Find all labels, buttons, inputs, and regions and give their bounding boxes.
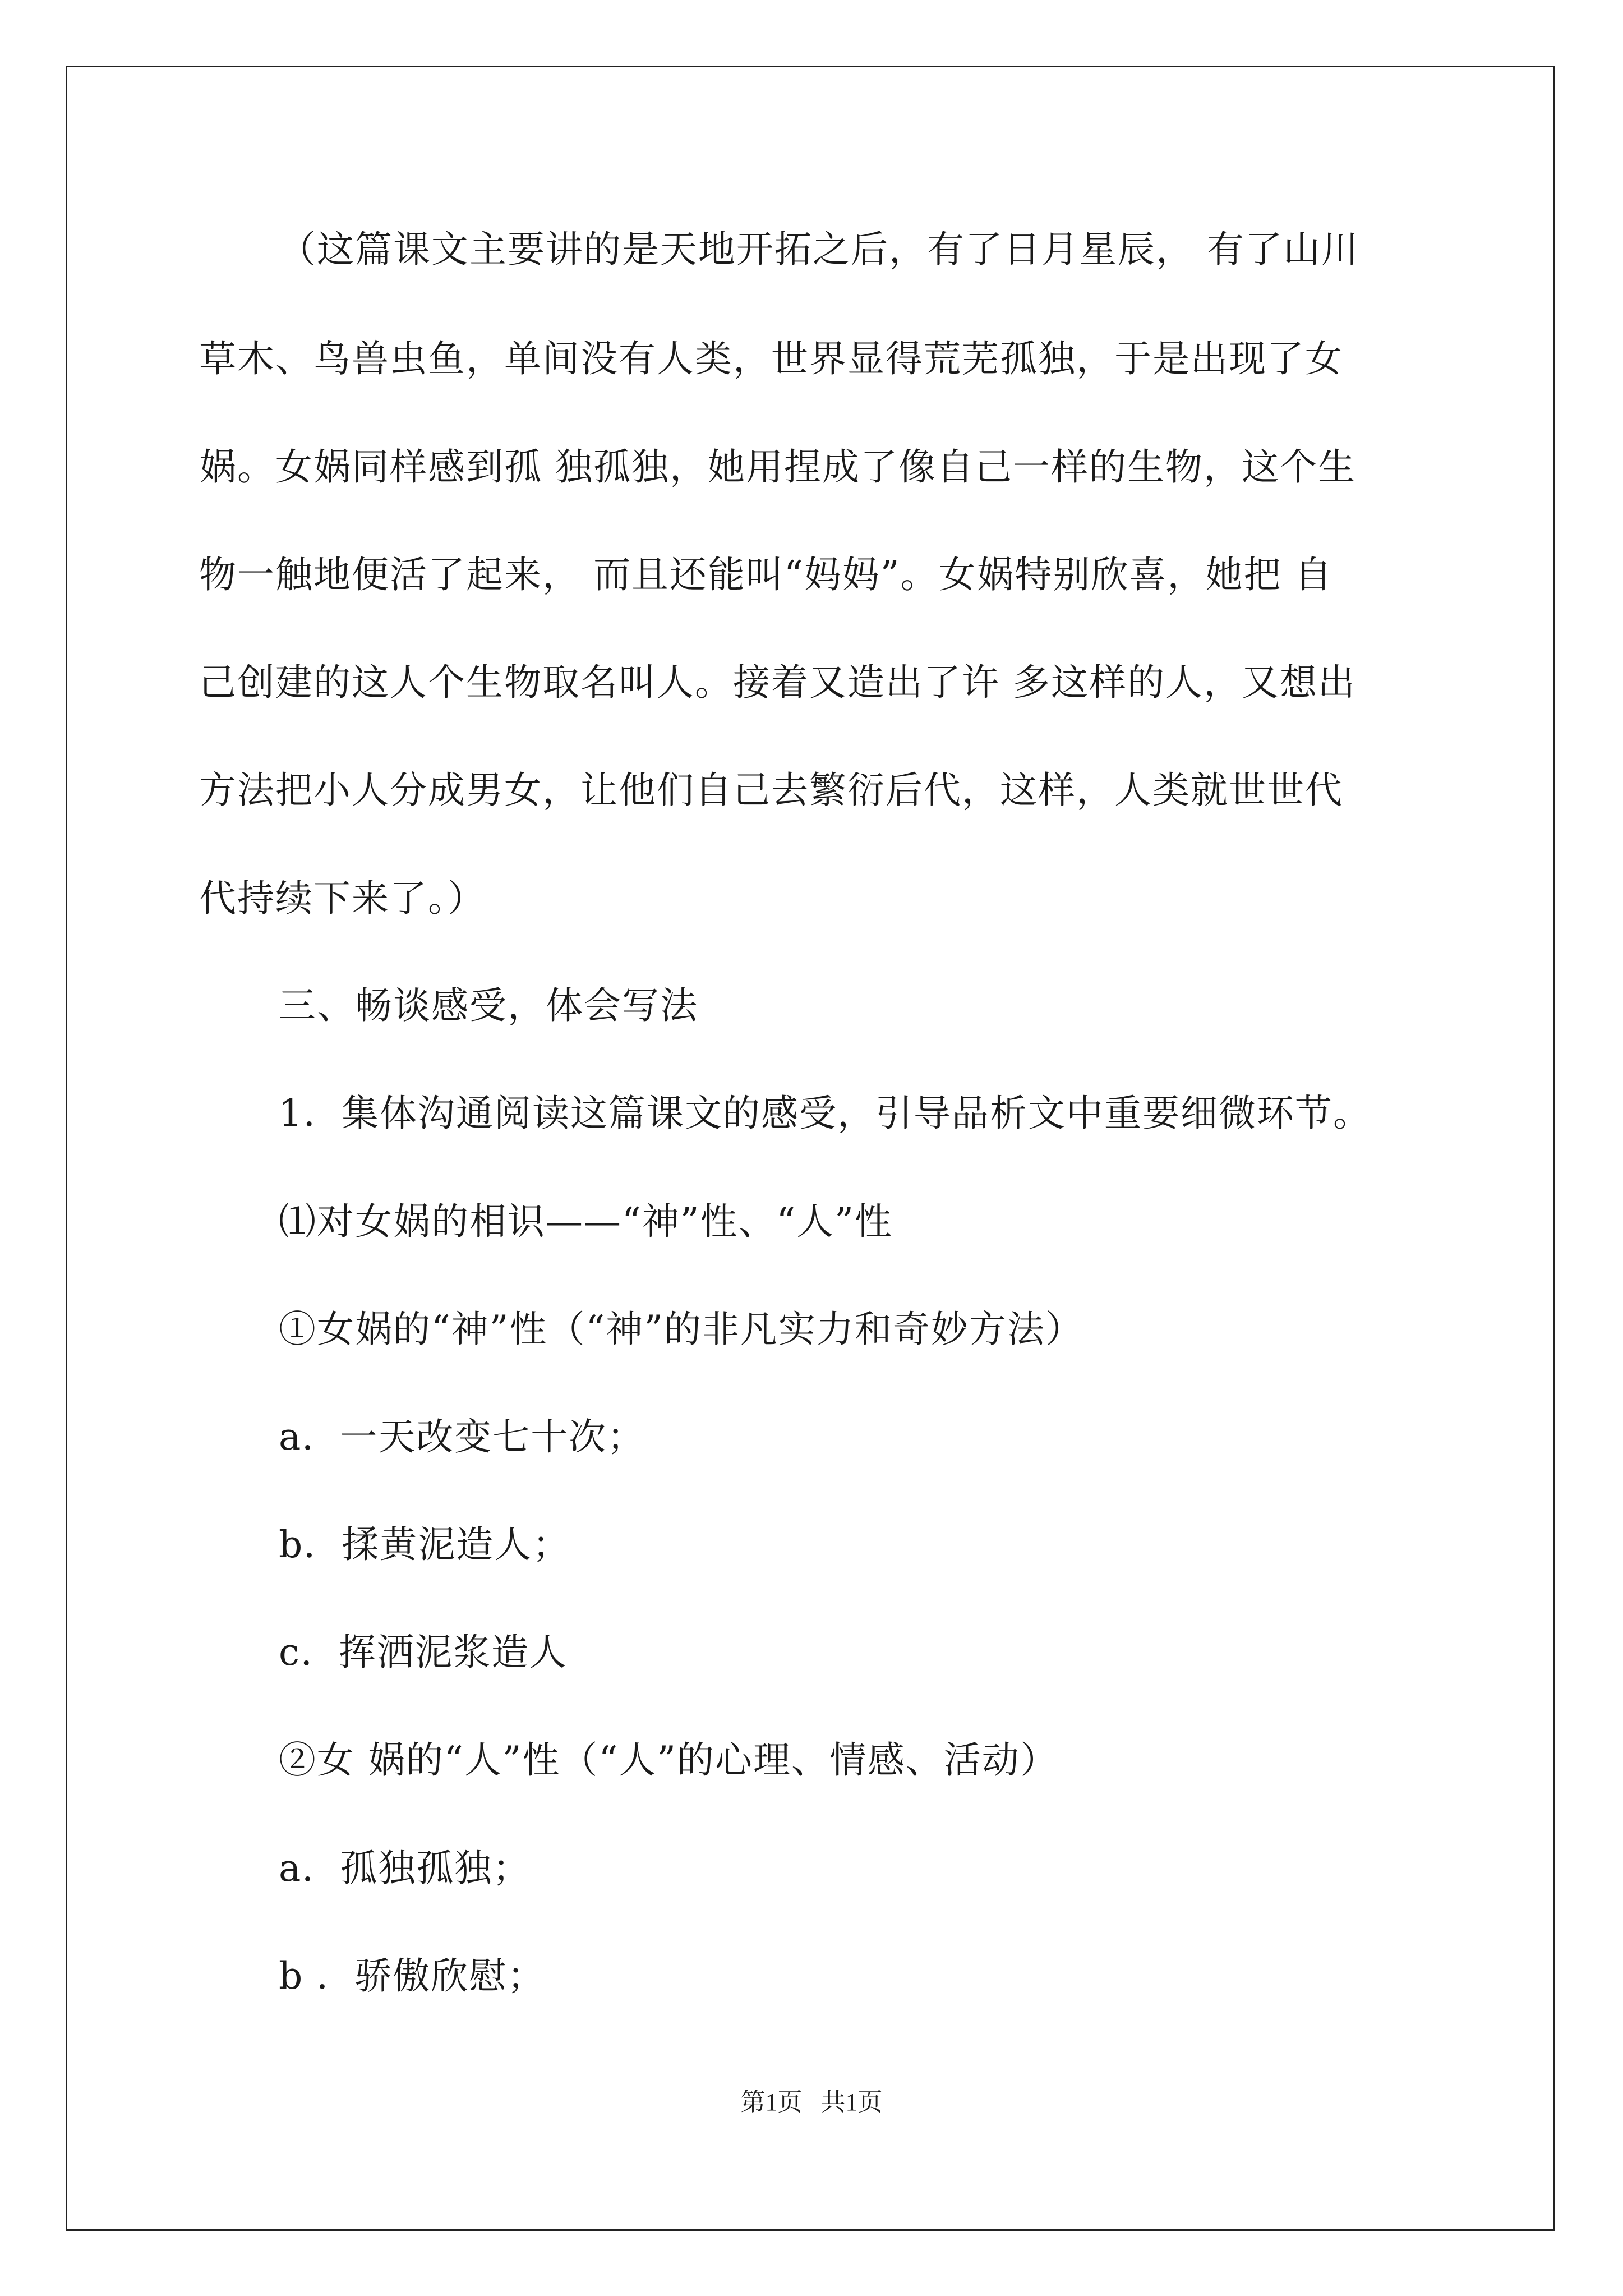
list-item: a．孤独孤独；	[279, 1847, 531, 1890]
paragraph-line: 己创建的这人个生物取名叫人。接着又造出了许 多这样的人，又想出	[199, 661, 1356, 704]
section-heading: 三、畅谈感受，体会写法	[279, 984, 698, 1027]
paragraph-line: 方法把小人分成男女，让他们自己去繁衍后代，这样，人类就世世代	[199, 769, 1343, 812]
list-item: ①女娲的“神”性（“神”的非凡实力和奇妙方法）	[279, 1308, 1083, 1351]
list-item: ②女 娲的“人”性（“人”的心理、情感、活动）	[279, 1738, 1058, 1782]
list-item: a．一天改变七十次；	[279, 1415, 645, 1458]
paragraph-line: 物一触地便活了起来， 而且还能叫“妈妈”。女娲特别欣喜，她把 自	[199, 553, 1333, 596]
paragraph-line: 草木、鸟兽虫鱼，单间没有人类，世界显得荒芜孤独，于是出现了女	[199, 337, 1343, 380]
list-item: 1．集体沟通阅读这篇课文的感受，引导品析文中重要细微环节。	[279, 1092, 1371, 1135]
list-item: c．挥洒泥浆造人	[279, 1631, 568, 1674]
list-item: b ．骄傲欣慰；	[279, 1954, 546, 1998]
paragraph-line: 娲。女娲同样感到孤 独孤独，她用捏成了像自己一样的生物，这个生	[199, 445, 1356, 489]
page-number: 第1页 共1页	[740, 2088, 883, 2116]
paragraph-line: （这篇课文主要讲的是天地开拓之后，有了日月星辰， 有了山川	[279, 228, 1359, 271]
paragraph-line: 代持续下来了。）	[199, 877, 486, 920]
page-border	[66, 66, 1555, 2231]
list-item: ⑴对女娲的相识——“神”性、“人”性	[279, 1200, 893, 1243]
list-item: b．揉黄泥造人；	[279, 1523, 571, 1566]
